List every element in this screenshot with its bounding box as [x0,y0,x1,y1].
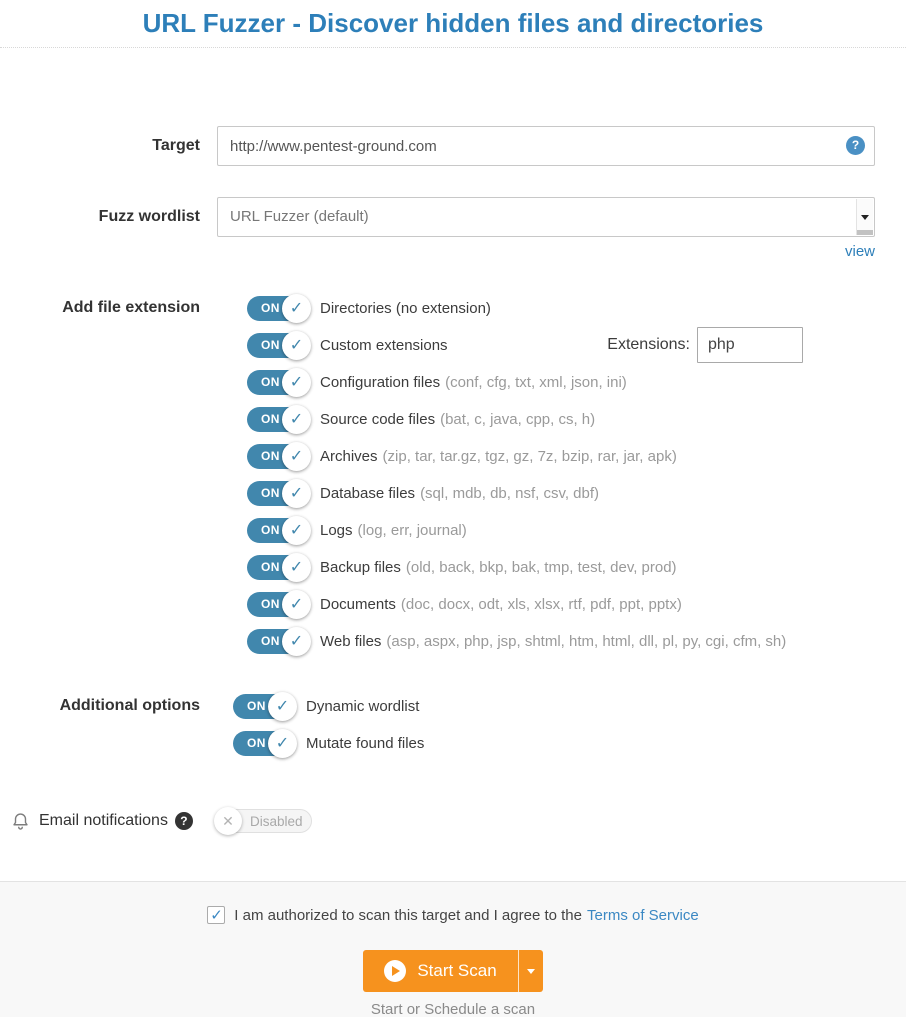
toggle-state: ON [261,597,280,611]
toggle-label: Web files [320,633,382,650]
caret-down-icon [527,969,535,974]
check-icon: ✓ [289,596,304,613]
target-row [0,126,906,166]
check-icon: ✓ [275,698,290,715]
custom-extensions-group [607,327,803,363]
toggle-extensions: (doc, docx, odt, xls, xlsx, rtf, pdf, ppt, pptx) [400,596,682,613]
scan-form [0,48,906,833]
toggle-archives[interactable] [247,444,309,469]
page-header [0,0,906,48]
check-icon: ✓ [289,485,304,502]
toggle-extensions: (log, err, journal) [357,522,467,539]
start-scan-caption: Start or Schedule a scan [370,1001,536,1017]
toggle-row-logs [247,518,875,543]
toggle-label: Archives [320,448,378,465]
toggle-row-database-files [247,481,875,506]
wordlist-select[interactable] [217,197,875,237]
authorization-text: I am authorized to scan this target and I agree to the [234,906,582,924]
toggle-state: ON [261,486,280,500]
email-notifications-row [10,809,906,833]
play-icon [384,960,406,982]
toggle-source-code-files[interactable] [247,407,309,432]
check-icon: ✓ [289,448,304,465]
toggle-extensions: (zip, tar, tar.gz, tgz, gz, 7z, bzip, rar, jar, apk) [382,448,677,465]
check-icon: ✓ [289,633,304,650]
check-icon: ✓ [289,411,304,428]
check-icon: ✓ [275,735,290,752]
toggle-row-backup-files [247,555,875,580]
footer [0,881,906,1017]
target-label: Target [152,137,200,154]
terms-of-service-link[interactable]: Terms of Service [587,906,699,924]
view-row [0,243,875,260]
toggle-database-files[interactable] [247,481,309,506]
toggle-web-files[interactable] [247,629,309,654]
question-circle-icon[interactable]: ? [175,812,193,830]
toggle-state: ON [247,736,266,750]
toggle-extensions: (asp, aspx, php, jsp, shtml, htm, html, dll, pl, py, cgi, cfm, sh) [386,633,787,650]
start-scan-button[interactable] [363,950,517,992]
toggle-label: Custom extensions [320,337,448,354]
toggle-row-web-files [247,629,875,654]
check-icon: ✓ [289,300,304,317]
check-icon: ✓ [289,522,304,539]
check-icon: ✓ [289,559,304,576]
toggle-label: Backup files [320,559,401,576]
file-extension-section-label: Add file extension [62,299,200,316]
toggle-row-documents [247,592,875,617]
select-scrollbar[interactable] [856,199,873,235]
file-extension-section [0,296,906,666]
toggle-extensions: (sql, mdb, db, nsf, csv, dbf) [420,485,600,502]
wordlist-selected-value: URL Fuzzer (default) [230,208,369,225]
toggle-row-source-code-files [247,407,875,432]
extensions-label: Extensions: [607,336,690,353]
start-scan-label: Start Scan [417,961,497,980]
question-circle-icon[interactable]: ? [846,136,865,155]
toggle-custom-extensions[interactable] [247,333,309,358]
toggle-label: Directories (no extension) [320,300,491,317]
toggle-label: Mutate found files [306,735,425,752]
target-input[interactable] [217,126,875,166]
toggle-label: Logs [320,522,353,539]
toggle-logs[interactable] [247,518,309,543]
page-title: URL Fuzzer - Discover hidden files and directories [142,8,764,38]
toggle-row-directories [247,296,875,321]
toggle-state: ON [261,449,280,463]
toggle-mutate-found-files[interactable] [233,731,295,756]
toggle-state: ON [261,338,280,352]
email-notifications-toggle[interactable] [215,809,312,833]
check-icon: ✓ [289,374,304,391]
toggle-directories[interactable] [247,296,309,321]
extensions-input[interactable] [697,327,803,363]
chevron-down-icon [861,215,869,220]
bell-icon [10,811,31,832]
toggle-label: Database files [320,485,416,502]
wordlist-label: Fuzz wordlist [98,208,200,225]
toggle-row-archives [247,444,875,469]
check-icon: ✓ [289,337,304,354]
toggle-label: Documents [320,596,396,613]
toggle-state: ON [261,301,280,315]
toggle-documents[interactable] [247,592,309,617]
toggle-dynamic-wordlist[interactable] [233,694,295,719]
toggle-extensions: (bat, c, java, cpp, cs, h) [440,411,596,428]
x-icon: ✕ [222,813,234,829]
toggle-state: ON [261,634,280,648]
toggle-label: Configuration files [320,374,441,391]
toggle-extensions: (old, back, bkp, bak, tmp, test, dev, prod) [405,559,677,576]
toggle-row-configuration-files [247,370,875,395]
additional-options-section [0,694,906,768]
toggle-state: ON [261,523,280,537]
additional-options-label: Additional options [59,697,200,714]
toggle-state: ON [261,412,280,426]
toggle-configuration-files[interactable] [247,370,309,395]
view-wordlist-link[interactable]: view [844,243,875,260]
toggle-row-dynamic-wordlist [233,694,875,719]
toggle-state: Disabled [249,814,303,829]
toggle-state: ON [261,375,280,389]
toggle-label: Source code files [320,411,436,428]
check-icon: ✓ [210,907,223,924]
authorization-row [207,906,698,924]
wordlist-row [0,197,906,237]
email-notifications-label: Email notifications [39,812,168,829]
toggle-backup-files[interactable] [247,555,309,580]
toggle-state: ON [261,560,280,574]
toggle-extensions: (conf, cfg, txt, xml, json, ini) [445,374,627,391]
start-scan-dropdown-button[interactable] [518,950,543,992]
toggle-label: Dynamic wordlist [306,698,420,715]
toggle-state: ON [247,699,266,713]
authorization-checkbox[interactable] [207,906,225,924]
toggle-row-mutate-found-files [233,731,875,756]
